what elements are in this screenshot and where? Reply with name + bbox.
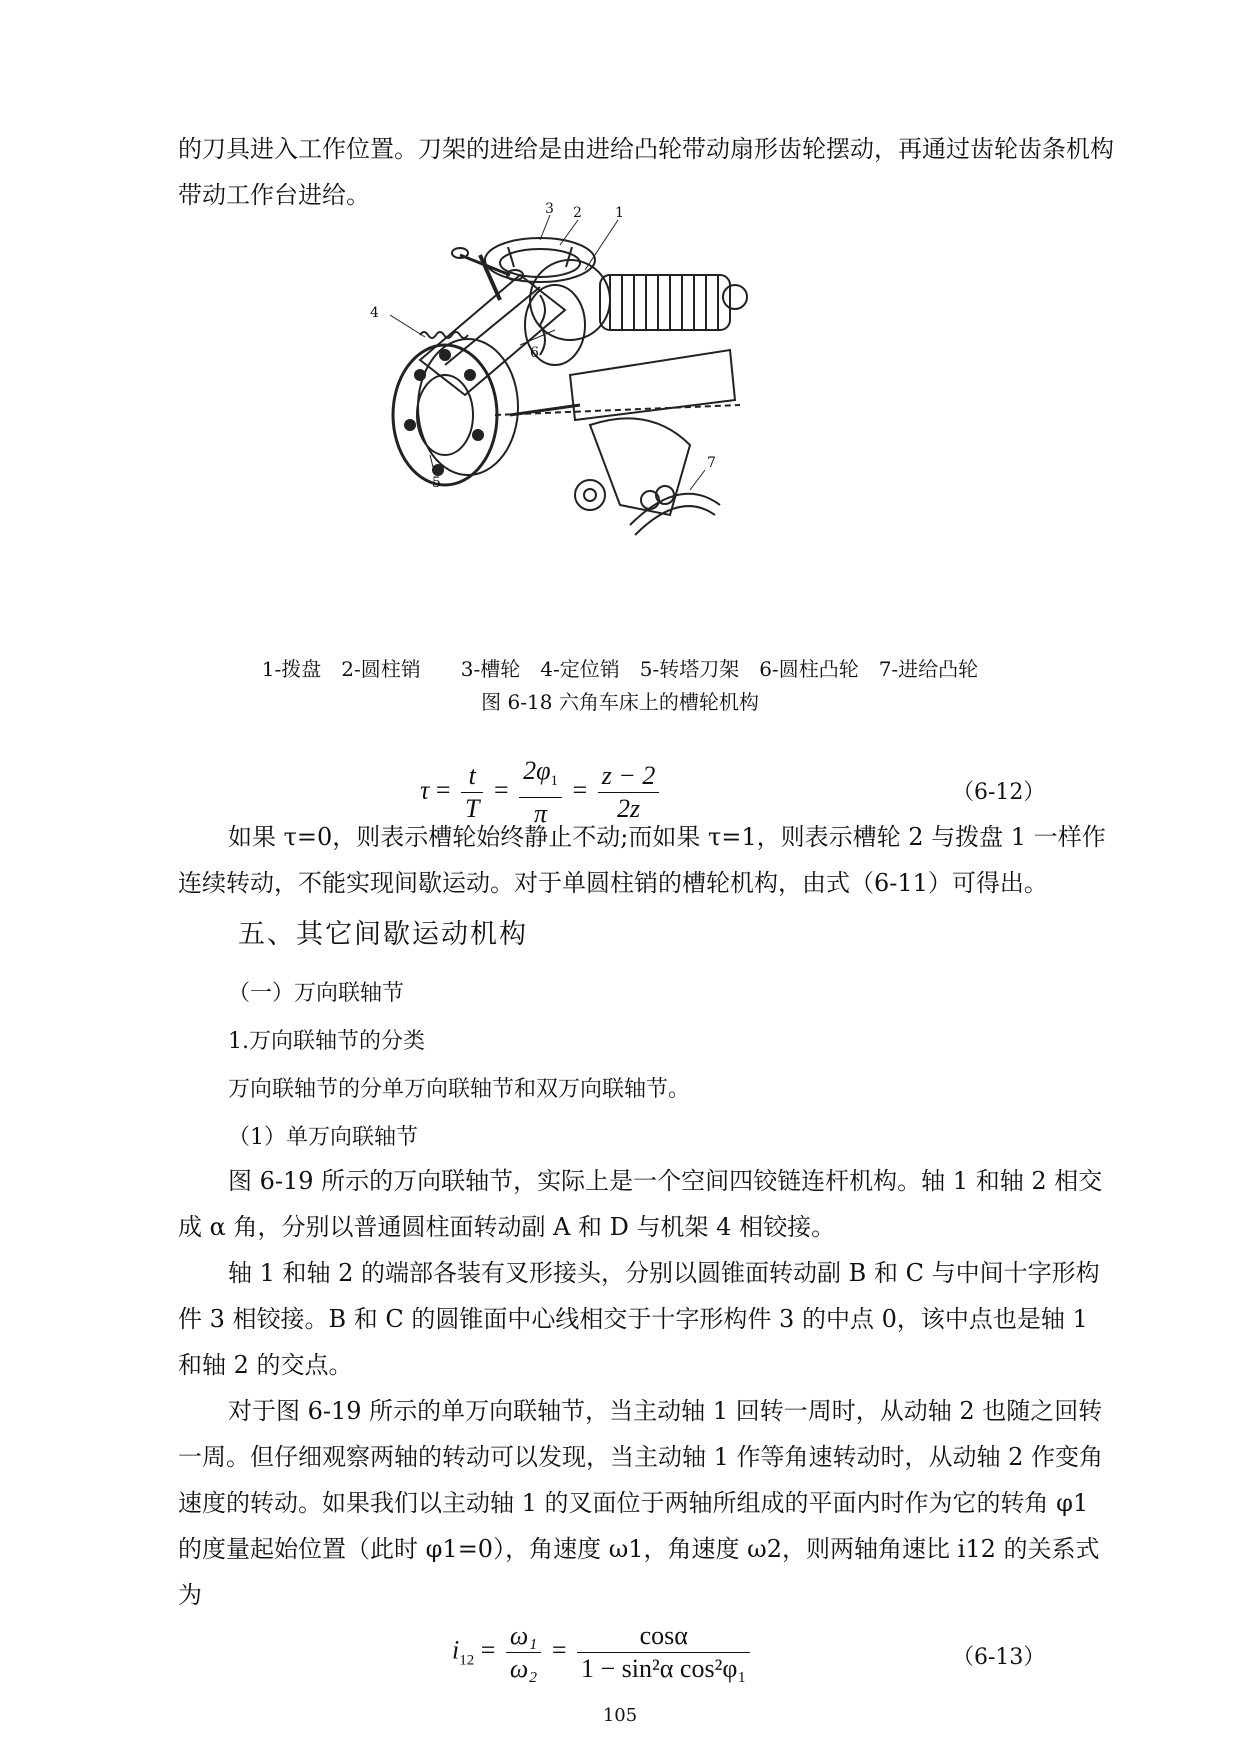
fig-label-3: 3 <box>545 201 554 217</box>
page-number: 105 <box>602 1705 638 1726</box>
formula-eq: = <box>480 1635 496 1665</box>
frac-num: t <box>461 760 483 793</box>
phi-text: 2φ <box>523 756 551 785</box>
classification-text: 万向联轴节的分单万向联轴节和双万向联轴节。 <box>228 1077 691 1102</box>
formula-6-13 <box>452 1620 754 1685</box>
fig-label-6: 6 <box>530 345 539 361</box>
paragraph-fork-joints: 轴 1 和轴 2 的端部各装有叉形接头，分别以圆锥面转动副 B 和 C 与中间十字形构件 3 相铰接。B 和 C 的圆锥面中心线相交于十字形构件 3 的中点 0，该中点也是轴 1 和轴 2 的交点。 <box>178 1259 1100 1379</box>
frac-num: z − 2 <box>598 760 660 793</box>
frac-num: ω₁ <box>506 1620 541 1653</box>
section-heading: 五、其它间歇运动机构 <box>238 919 528 950</box>
fig-label-4: 4 <box>370 305 379 321</box>
formula-i: i <box>452 1635 460 1665</box>
paragraph-tau: 如果 τ=0，则表示槽轮始终静止不动;而如果 τ=1，则表示槽轮 2 与拨盘 1 一样作连续转动，不能实现间歇运动。对于单圆柱销的槽轮机构，由式（6-11）可得出。 <box>178 823 1106 897</box>
figure-title: 图 6-18 六角车床上的槽轮机构 <box>481 690 759 714</box>
frac-num <box>519 755 562 798</box>
geneva-mechanism-drawing <box>390 215 820 595</box>
equation-number-6-13: （6-13） <box>952 1645 1046 1670</box>
frac-den: π <box>534 799 548 829</box>
paragraph-angular-velocity: 对于图 6-19 所示的单万向联轴节，当主动轴 1 回转一周时，从动轴 2 也随之回转一周。但仔细观察两轴的转动可以发现，当主动轴 1 作等角速转动时，从动轴 2 作变角速度的转动。如果我们以主动轴 1 的叉面位于两轴所组成的平面内时作为它的转角 φ1 的度量起始位置（此时 φ1=0），角速度 ω1，角速度 ω2，则两轴角速比 i12 的关系式为 <box>178 1397 1104 1609</box>
fig-label-2: 2 <box>573 205 582 221</box>
formula-i-sub: 12 <box>459 1652 475 1669</box>
frac-omega <box>506 1620 541 1685</box>
subheading-classification: 1.万向联轴节的分类 <box>228 1029 425 1054</box>
frac-den: 2z <box>616 794 641 824</box>
intro-paragraph: 的刀具进入工作位置。刀架的进给是由进给凸轮带动扇形齿轮摆动，再通过齿轮齿条机构带动工作台进给。 <box>178 135 1114 209</box>
paragraph-fig-6-19: 图 6-19 所示的万向联轴节，实际上是一个空间四铰链连杆机构。轴 1 和轴 2 相交成 α 角，分别以普通圆柱面转动副 A 和 D 与机架 4 相铰接。 <box>178 1167 1103 1241</box>
formula-eq3: = <box>572 775 588 805</box>
frac-cos <box>577 1620 750 1685</box>
frac-den: 1 − sin²α cos²φ₁ <box>580 1654 747 1683</box>
frac-num: cosα <box>577 1620 750 1653</box>
figure-6-18 <box>370 201 820 595</box>
fig-label-5: 5 <box>432 475 441 491</box>
figure-legend: 1-拨盘 2-圆柱销 3-槽轮 4-定位销 5-转塔刀架 6-圆柱凸轮 7-进给凸轮 <box>261 657 979 681</box>
subheading-single-joint: （1）单万向联轴节 <box>228 1125 418 1150</box>
formula-eq2: = <box>493 775 509 805</box>
frac-den: T <box>464 794 480 824</box>
formula-eq1: = <box>435 775 451 805</box>
subheading-universal-joint: （一）万向联轴节 <box>228 981 405 1006</box>
formula-eq-2: = <box>551 1635 567 1665</box>
formula-tau: τ <box>420 775 430 805</box>
phi-sub: 1 <box>550 773 559 790</box>
fig-label-7: 7 <box>707 455 716 471</box>
fig-label-1: 1 <box>615 205 624 221</box>
equation-number-6-12: （6-12） <box>952 780 1046 805</box>
frac-den: ω₂ <box>509 1654 538 1683</box>
